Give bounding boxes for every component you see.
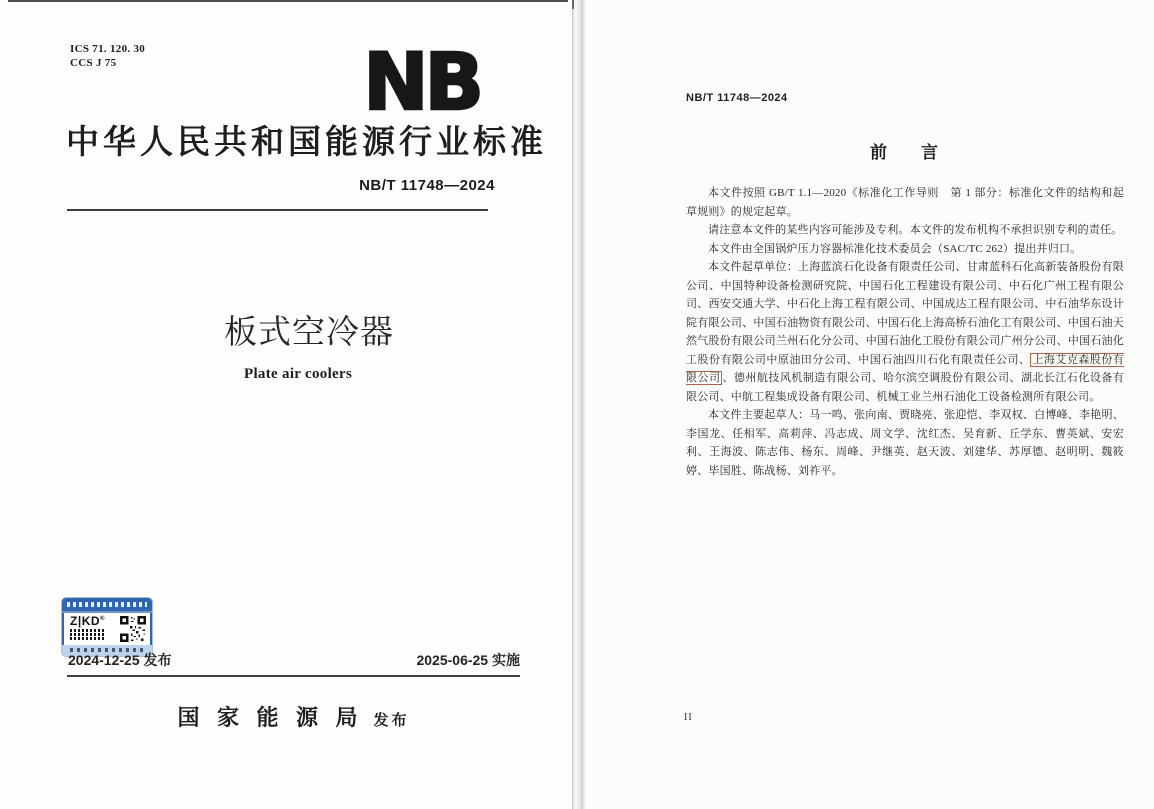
header-divider (67, 209, 488, 211)
foreword-page (585, 0, 1154, 809)
highlighted-organization: 上海艾克森股份有限公司 (686, 353, 1125, 384)
publisher-name: 国 家 能 源 局 (177, 705, 364, 730)
paragraph-committee: 本文件由全国锅炉压力容器标准化技术委员会（SAC/TC 262）提出并归口。 (708, 242, 1082, 255)
sticker-top-band (62, 598, 152, 613)
organizations-after-highlight: 、德州航技风机制造有限公司、哈尔滨空调股份有限公司、湖北长江石化设备有限公司、中航工程集成设备有限公司、机械工业兰州石油化工设备检测所有限公司。 (686, 372, 1124, 403)
cover-page (0, 0, 572, 809)
document-title-chinese: 板式空冷器 (224, 313, 394, 350)
certification-sticker (62, 598, 152, 656)
qr-code-icon (120, 616, 146, 642)
foreword-title: 前 言 (870, 143, 938, 162)
standard-series-title: 中华人民共和国能源行业标准 (66, 125, 547, 161)
organizations-before-highlight: 本文件起草单位：上海蓝滨石化设备有限责任公司、甘肃蓝科石化高新装备股份有限公司、中国特种设备检测研究院、中国石化工程建设有限公司、中石化广州工程有限公司、西安交通大学、中石化上海工程有限公司、中国成达工程有限公司、中石油华东设计院有限公司、中国石油物资有限公司、中国石化上海高桥石油化工有限公司、中国石油天然气股份有限公司兰州石化分公司、中国石油化工股份有限公司广州分公司、中国石油化工股份有限公司中原油田分公司、中国石油四川石化有限责任公司、 (686, 261, 1124, 366)
paragraph-drafting-organizations (686, 258, 1124, 406)
barcode-icon (70, 629, 104, 641)
sticker-brand-text: Z|KD (70, 614, 101, 628)
foreword-body (686, 184, 1124, 480)
sticker-body (62, 613, 152, 645)
registered-mark-icon: ® (100, 616, 105, 622)
paragraph-drafting-rules: 本文件按照 GB/T 1.1—2020《标准化工作导则 第 1 部分：标准化文件的结构和起草规则》的规定起草。 (686, 187, 1124, 218)
scan-edge-artifact (572, 0, 574, 9)
standard-number: NB/T 11748—2024 (359, 177, 495, 194)
page-number: II (684, 712, 693, 723)
paragraph-drafters: 本文件主要起草人：马一鸣、张向南、贾晓亮、张迎恺、李双权、白博峰、李艳明、李国龙、任相军、高莉萍、冯志成、周文学、沈红杰、吴育新、丘学东、曹英斌、安宏利、王海波、陈志伟、杨东、周峰、尹继英、赵天波、刘建华、苏厚德、赵明明、魏筱婷、毕国胜、陈战杨、刘祚平。 (686, 409, 1124, 477)
issue-date: 2024-12-25 发布 (68, 652, 172, 668)
scan-edge-artifact (8, 0, 568, 2)
implementation-date: 2025-06-25 实施 (416, 652, 520, 668)
nb-logo: NB (363, 38, 480, 128)
page-gap-shadow (572, 0, 585, 809)
date-row (68, 650, 520, 670)
document-title-english: Plate air coolers (244, 366, 353, 382)
ccs-code: CCS J 75 (70, 57, 117, 69)
publisher-row (67, 701, 520, 732)
paragraph-patent-notice: 请注意本文件的某些内容可能涉及专利。本文件的发布机构不承担识别专利的责任。 (708, 224, 1123, 236)
footer-divider (67, 675, 520, 677)
ics-code: ICS 71. 120. 30 (70, 43, 146, 55)
publisher-action: 发布 (373, 713, 410, 729)
classification-codes (70, 42, 145, 70)
page-header-standard-number: NB/T 11748—2024 (686, 92, 788, 104)
sticker-brand (70, 614, 105, 628)
